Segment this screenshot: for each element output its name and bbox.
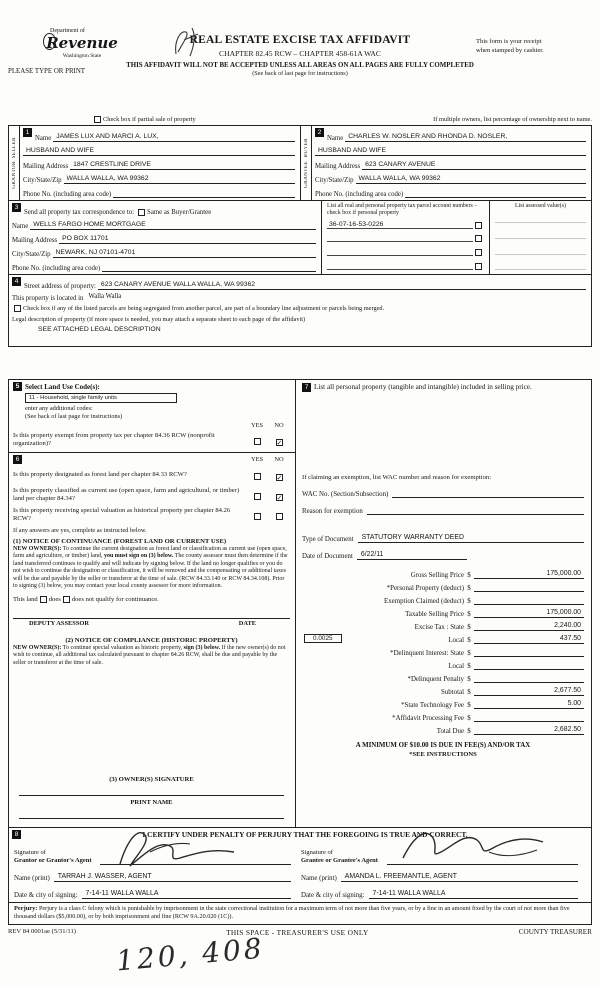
grantee-signature-of-label: Signature of bbox=[301, 848, 333, 856]
grantee-signature bbox=[393, 824, 553, 868]
type-or-print-label: PLEASE TYPE OR PRINT bbox=[8, 68, 86, 75]
county-treasurer-label: COUNTY TREASURER bbox=[518, 928, 592, 937]
section-1-badge: 1 bbox=[23, 128, 32, 137]
section-6-badge: 6 bbox=[13, 455, 22, 464]
perjury-notice: Perjury: Perjury is a class C felony which is punishable by imprisonment in the state correctional institution for a maximum term of not more than five years, or by a fine in an amount fixed by the court of not more than five thousand dollars ($5,000.00), or by both imprisonment and fine (RCW 9A.20.020 (1C)). bbox=[8, 903, 592, 925]
current-use-question: Is this property classified as current use (open space, farm and agricultural, or timber) land per chapter 84.34? bbox=[13, 487, 240, 502]
see-back-line: (See back of last page for instructions) bbox=[252, 70, 348, 77]
parties-block bbox=[8, 125, 592, 347]
corr-phone-label: Phone No. (including area code) bbox=[12, 265, 101, 272]
parcel-numbers-column bbox=[321, 201, 489, 274]
parcel-number-3[interactable] bbox=[327, 248, 473, 256]
assessed-header: List assessed value(s) bbox=[514, 203, 567, 209]
section-2-buyer bbox=[300, 126, 591, 200]
assessed-values-column bbox=[489, 201, 591, 274]
section-6-classification bbox=[9, 453, 295, 827]
corr-phone-value[interactable] bbox=[102, 263, 316, 272]
see-instructions-note: *SEE INSTRUCTIONS bbox=[409, 751, 477, 759]
no-header-2: NO bbox=[274, 456, 284, 463]
doc-type-value[interactable]: STATUTORY WARRANTY DEED bbox=[358, 534, 584, 543]
seller-csz-value[interactable]: WALLA WALLA, WA 99362 bbox=[64, 175, 295, 184]
continuance-paragraph: NEW OWNER(S): To continue the current designation as forest land or classification as current use (open space, farm and agriculture, or timber) land, you must sign on (3) below. The county assessor must then determine if the land transferred continues to qualify and will indicate by signing below. If the land no longer qualifies or you do not wish to continue the designation or classification, it will be removed and the compensating or additional taxes will be due and payable by the seller or transferor at the time of sale. (RCW 84.33.140 or RCW 84.34.108). Prior to signing (3) below, you may contact your local county assessor for more information. bbox=[13, 546, 288, 590]
form-footer bbox=[8, 928, 592, 937]
same-as-buyer-label: Same as Buyer/Grantee bbox=[147, 209, 212, 216]
section-4-property bbox=[9, 275, 591, 346]
personal-property-blank-area[interactable] bbox=[302, 392, 584, 474]
historic-no-checkbox[interactable] bbox=[276, 513, 283, 520]
additional-codes-label: enter any additional codes: bbox=[25, 405, 93, 412]
grantor-signature-of-label: Signature of bbox=[14, 848, 46, 856]
buyer-side-label: BUYER GRANTEE bbox=[301, 126, 312, 200]
owners-signature-line[interactable] bbox=[19, 783, 284, 796]
partial-sale-checkbox[interactable] bbox=[94, 116, 101, 123]
buyer-name-value-2[interactable]: HUSBAND AND WIFE bbox=[315, 147, 586, 156]
excise-tax-state-value[interactable]: 2,240.00 bbox=[474, 622, 584, 631]
seller-address-label: Mailing Address bbox=[23, 163, 69, 170]
logo-revenue-text: Revenue bbox=[46, 34, 118, 52]
exempt-no-checkbox[interactable]: ✓ bbox=[276, 439, 283, 447]
corr-address-value[interactable]: PO BOX 11701 bbox=[59, 235, 316, 244]
doc-date-value[interactable]: 6/22/11 bbox=[357, 551, 467, 560]
buyer-phone-value[interactable] bbox=[405, 189, 586, 198]
excise-tax-local-value[interactable]: 437.50 bbox=[474, 635, 584, 644]
local-rate-box: 0.0025 bbox=[304, 634, 342, 643]
section-gap bbox=[8, 347, 592, 379]
financial-rows: Gross Selling Price $ 175,000.00 *Personal Property (deduct) $ Exemption Claimed (deduct) $ Taxable Selling Price $ 175,000.00 Excise Tax : State $ 2,240.00 0.0025 Local $ 437.50 *Delinquent Interest: State $ Local $ *Delinquent Penalty $ Subtotal $ 2,677.50 *State Technology Fee $ 5.00 *Affidavit Processing Fee $ Total Due $ 2,682.50 bbox=[302, 566, 584, 735]
minimum-fee-note: A MINIMUM OF $10.00 IS DUE IN FEE(S) AND/OR TAX bbox=[355, 742, 531, 750]
seller-csz-label: City/State/Zip bbox=[23, 177, 62, 184]
section5-see-back: (See back of last page for instructions) bbox=[25, 413, 123, 420]
seller-name-label: Name bbox=[35, 135, 52, 142]
buyer-phone-label: Phone No. (including area code) bbox=[315, 191, 404, 198]
buyer-address-value[interactable]: 623 CANARY AVENUE bbox=[362, 161, 586, 170]
deputy-assessor-label: DEPUTY ASSESSOR bbox=[29, 619, 89, 627]
legal-description-value[interactable]: SEE ATTACHED LEGAL DESCRIPTION bbox=[38, 326, 161, 333]
corr-name-value[interactable]: WELLS FARGO HOME MORTGAGE bbox=[30, 221, 316, 230]
land-use-code-value[interactable]: 11 - Household, single family units bbox=[25, 393, 177, 403]
forest-yes-checkbox[interactable] bbox=[254, 473, 261, 480]
land-does-checkbox[interactable] bbox=[40, 596, 47, 603]
warning-line: THIS AFFIDAVIT WILL NOT BE ACCEPTED UNLESS ALL AREAS ON ALL PAGES ARE FULLY COMPLETED bbox=[126, 62, 474, 69]
treasurer-space-label: THIS SPACE - TREASURER'S USE ONLY bbox=[226, 928, 369, 938]
grantor-name-label: Name (print) bbox=[14, 875, 50, 882]
seller-phone-value[interactable] bbox=[113, 189, 295, 198]
delinquent-penalty-value[interactable] bbox=[474, 674, 584, 683]
details-block bbox=[8, 379, 592, 828]
segregated-label: Check box if any of the listed parcels are being segregated from another parcel, are part of a boundary line adjustment or parcels being merged. bbox=[23, 304, 385, 312]
grantor-signature-line[interactable] bbox=[100, 855, 291, 865]
partial-sale-label: Check box if partial sale of property bbox=[103, 116, 196, 123]
grantor-name-value[interactable]: TARRAH J. WASSER, AGENT bbox=[54, 873, 291, 882]
certify-statement: I CERTIFY UNDER PENALTY OF PERJURY THAT THE FOREGOING IS TRUE AND CORRECT. bbox=[142, 830, 468, 839]
subtotal-value[interactable]: 2,677.50 bbox=[474, 687, 584, 696]
exempt-yes-checkbox[interactable] bbox=[254, 438, 261, 445]
land-does-not-checkbox[interactable] bbox=[63, 596, 70, 603]
grantee-date-value[interactable]: 7-14-11 WALLA WALLA bbox=[369, 890, 578, 899]
exemption-claimed-value[interactable] bbox=[474, 596, 584, 605]
delinquent-interest-local-value[interactable] bbox=[474, 661, 584, 670]
continuance-title: (1) NOTICE OF CONTINUANCE (FOREST LAND OR CURRENT USE) bbox=[13, 538, 227, 545]
same-as-buyer-checkbox[interactable] bbox=[138, 209, 145, 216]
parcel-header: List all real and personal property tax parcel account numbers – check box if personal property bbox=[327, 203, 478, 216]
compliance-paragraph: NEW OWNER(S): To continue special valuation as historic property, sign (3) below. If the new owner(s) do not wish to continue, all additional tax calculated pursuant to chapter 84.26 RCW, shall be due and payable by the seller or transferor at the time of sale. bbox=[13, 644, 286, 666]
gross-selling-price-value[interactable]: 175,000.00 bbox=[474, 570, 584, 579]
grantee-signature-line[interactable] bbox=[387, 855, 578, 865]
section-5-badge: 5 bbox=[13, 382, 22, 391]
grantee-date-label: Date & city of signing: bbox=[301, 892, 365, 899]
parcel-1-personal-checkbox[interactable] bbox=[475, 222, 482, 229]
section-8-certification bbox=[8, 828, 592, 903]
exempt-question: Is this property exempt from property tax per chapter 84.36 RCW (nonprofit organization)? bbox=[13, 432, 215, 447]
reason-input[interactable] bbox=[367, 506, 584, 515]
grantee-name-value[interactable]: AMANDA L. FREEMANTLE, AGENT bbox=[341, 873, 578, 882]
seller-phone-label: Phone No. (including area code) bbox=[23, 191, 112, 198]
send-correspondence-label: Send all property tax correspondence to: bbox=[24, 209, 135, 216]
parcel-3-personal-checkbox[interactable] bbox=[475, 249, 482, 256]
form-title: REAL ESTATE EXCISE TAX AFFIDAVIT bbox=[189, 34, 411, 46]
buyer-address-label: Mailing Address bbox=[315, 163, 361, 170]
grantor-agent-label: Grantor or Grantor's Agent bbox=[14, 856, 92, 864]
seller-address-value[interactable]: 1847 CRESTLINE DRIVE bbox=[70, 161, 295, 170]
owners-signature-title: (3) OWNER(S) SIGNATURE bbox=[109, 776, 194, 783]
section-3-correspondence bbox=[9, 201, 591, 275]
total-due-value[interactable]: 2,682.50 bbox=[474, 726, 584, 735]
seller-name-value-2[interactable]: HUSBAND AND WIFE bbox=[23, 147, 295, 156]
section-7-badge: 7 bbox=[302, 383, 311, 392]
located-in-label: This property is located in bbox=[12, 295, 84, 302]
section-7-sale-details bbox=[296, 380, 591, 827]
logo-state-text: Washington State bbox=[62, 53, 102, 59]
assessed-value-3[interactable] bbox=[495, 241, 586, 255]
continuance-qualify-line: This land does does not qualify for continuance. bbox=[13, 595, 159, 603]
wac-input[interactable] bbox=[392, 489, 584, 498]
section-5-land-use bbox=[9, 380, 295, 453]
buyer-name-value[interactable]: CHARLES W. NOSLER AND RHONDA D. NOSLER, bbox=[345, 133, 586, 142]
if-yes-note: If any answers are yes, complete as instructed below. bbox=[13, 527, 147, 534]
personal-property-deduct-value[interactable] bbox=[474, 583, 584, 592]
section-8-badge: 8 bbox=[12, 830, 21, 839]
forest-no-checkbox[interactable]: ✓ bbox=[276, 474, 283, 482]
wac-label: WAC No. (Section/Subsection) bbox=[302, 491, 389, 499]
parcel-number-1[interactable]: 36-07-16-53-0226 bbox=[327, 221, 473, 229]
section-4-badge: 4 bbox=[12, 277, 21, 286]
corr-address-label: Mailing Address bbox=[12, 237, 58, 244]
compliance-title: (2) NOTICE OF COMPLIANCE (HISTORIC PROPERTY) bbox=[65, 636, 238, 644]
segregated-checkbox[interactable] bbox=[14, 305, 21, 312]
print-name-line[interactable] bbox=[19, 806, 284, 819]
current-use-no-checkbox[interactable]: ✓ bbox=[276, 494, 283, 502]
receipt-note: This form is your receipt when stamped by cashier. bbox=[476, 38, 544, 54]
yes-header: YES bbox=[250, 422, 264, 429]
located-in-value[interactable]: Walla Walla bbox=[88, 293, 122, 300]
grantee-signature-block bbox=[299, 841, 586, 899]
buyer-csz-value[interactable]: WALLA WALLA, WA 99362 bbox=[356, 175, 586, 184]
print-name-label: PRINT NAME bbox=[130, 799, 173, 806]
corr-csz-value[interactable]: NEWARK, NJ 07101-4701 bbox=[53, 249, 316, 258]
historic-question: Is this property receiving special valuation as historical property per chapter 84.26 RCW? bbox=[13, 507, 231, 522]
buyer-csz-label: City/State/Zip bbox=[315, 177, 354, 184]
grantee-agent-label: Grantee or Grantee's Agent bbox=[301, 856, 378, 864]
deputy-assessor-signature-line[interactable] bbox=[13, 603, 290, 619]
grantor-signature bbox=[106, 826, 256, 868]
assessed-value-4[interactable] bbox=[495, 257, 586, 271]
parcel-2-personal-checkbox[interactable] bbox=[475, 235, 482, 242]
parcel-number-4[interactable] bbox=[327, 262, 473, 270]
yes-header-2: YES bbox=[250, 456, 264, 463]
handwritten-amount: 120, 408 bbox=[114, 931, 266, 978]
dor-logo bbox=[36, 28, 128, 59]
buyer-name-label: Name bbox=[327, 135, 344, 142]
multiple-owners-note: If multiple owners, list percentage of ownership next to name. bbox=[433, 116, 592, 123]
affidavit-processing-fee-value[interactable] bbox=[474, 713, 584, 722]
legal-description-label: Legal description of property (if more space is needed, you may attach a separate sheet to each page of the affidavit) bbox=[12, 316, 306, 323]
personal-property-header: List all personal property (tangible and intangible) included in selling price. bbox=[314, 383, 532, 391]
doc-type-label: Type of Document bbox=[302, 536, 354, 544]
delinquent-interest-state-value[interactable] bbox=[474, 648, 584, 657]
exemption-note: If claiming an exemption, list WAC number and reason for exemption: bbox=[302, 474, 492, 482]
section-3-badge: 3 bbox=[12, 203, 21, 212]
grantor-signature-block bbox=[12, 841, 299, 899]
form-header bbox=[8, 24, 592, 114]
taxable-selling-price-value[interactable]: 175,000.00 bbox=[474, 609, 584, 618]
seller-side-label: SELLER GRANTOR bbox=[9, 126, 20, 200]
street-address-label: Street address of property: bbox=[24, 283, 96, 290]
grantor-date-value[interactable]: 7-14-11 WALLA WALLA bbox=[82, 890, 291, 899]
assessed-value-1[interactable] bbox=[495, 210, 586, 224]
current-use-yes-checkbox[interactable] bbox=[254, 493, 261, 500]
corr-name-label: Name bbox=[12, 223, 29, 230]
logo-dept-text: Department of bbox=[50, 28, 85, 34]
seller-name-value[interactable]: JAMES LUX AND MARCI A. LUX, bbox=[53, 133, 295, 142]
section-2-badge: 2 bbox=[315, 128, 324, 137]
grantee-name-label: Name (print) bbox=[301, 875, 337, 882]
section-1-seller bbox=[9, 126, 300, 200]
parcel-4-personal-checkbox[interactable] bbox=[475, 263, 482, 270]
forest-land-question: Is this property designated as forest land per chapter 84.33 RCW? bbox=[13, 471, 187, 479]
corr-csz-label: City/State/Zip bbox=[12, 251, 51, 258]
parcel-number-2[interactable] bbox=[327, 234, 473, 242]
street-address-value[interactable]: 623 CANARY AVENUE WALLA WALLA, WA 99362 bbox=[98, 281, 586, 290]
rev-number: REV 84 0001ae (5/31/11) bbox=[8, 928, 76, 936]
reason-label: Reason for exemption bbox=[302, 508, 363, 516]
grantor-date-label: Date & city of signing: bbox=[14, 892, 78, 899]
assessed-value-2[interactable] bbox=[495, 225, 586, 239]
land-use-title: Select Land Use Code(s): bbox=[25, 382, 100, 391]
date-label: DATE bbox=[238, 619, 256, 627]
historic-yes-checkbox[interactable] bbox=[254, 513, 261, 520]
no-header: NO bbox=[274, 422, 284, 429]
state-technology-fee-value[interactable]: 5.00 bbox=[474, 700, 584, 709]
chapter-line: CHAPTER 82.45 RCW – CHAPTER 458-61A WAC bbox=[219, 49, 381, 58]
doc-date-label: Date of Document bbox=[302, 553, 353, 561]
